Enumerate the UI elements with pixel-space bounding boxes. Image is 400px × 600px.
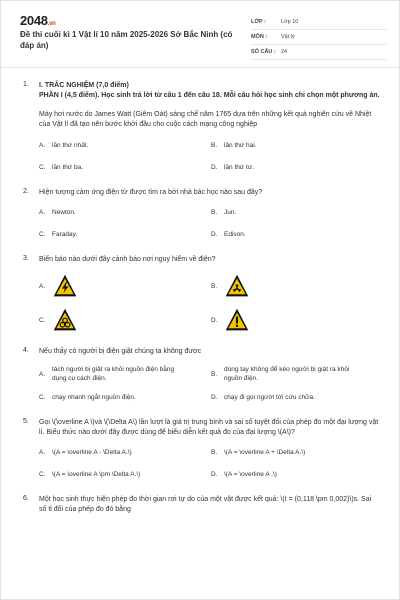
option-letter: A.	[39, 449, 46, 456]
option-letter: D.	[211, 471, 218, 478]
option-a[interactable]	[39, 448, 211, 457]
question-text: Biển báo nào dưới đây cảnh báo nơi nguy hiểm về điện?	[39, 256, 216, 263]
option-letter: A.	[39, 370, 46, 378]
option-a[interactable]	[39, 273, 211, 299]
option-letter: B.	[211, 209, 218, 216]
meta-value: Vật lý	[281, 34, 295, 40]
option-a[interactable]	[39, 365, 211, 383]
meta-row-class	[251, 15, 387, 30]
answer-options	[39, 273, 383, 333]
general-warning-sign-icon	[224, 307, 250, 333]
option-letter: A.	[39, 282, 46, 290]
meta-key: LỚP :	[251, 19, 266, 25]
option-text: \(A = \overline A \pm \Delta A.\)	[52, 471, 141, 478]
option-letter: C.	[39, 471, 46, 478]
option-letter: C.	[39, 394, 46, 401]
option-c[interactable]	[39, 307, 211, 333]
answer-options	[39, 141, 383, 172]
meta-value: 24	[281, 49, 288, 55]
option-d[interactable]	[211, 163, 383, 172]
question-2	[23, 188, 383, 239]
meta-row-subject	[251, 30, 387, 45]
header-divider	[1, 67, 399, 68]
question-1	[23, 81, 383, 172]
question-list	[23, 81, 383, 515]
option-text: tách người bị giật ra khỏi nguồn điện bằng dụng cụ cách điện.	[52, 366, 175, 382]
option-b[interactable]	[211, 273, 383, 299]
question-text: Máy hơi nước do James Watt (Giêm Oát) sáng chế năm 1765 dựa trên những kết quả nghiên cứu về Nhiệt của Vật lí đã tạo nên bước khởi đầu cho cuộc cách mạng công nghiệp	[39, 111, 372, 128]
radiation-sign-icon	[224, 273, 250, 299]
option-text: dùng tay không để kéo người bị giật ra khỏi nguồn điện.	[224, 366, 350, 382]
option-letter: A.	[39, 142, 46, 149]
question-3	[23, 255, 383, 333]
option-b[interactable]	[211, 365, 383, 383]
question-number: 3.	[23, 255, 29, 262]
question-number: 2.	[23, 188, 29, 195]
option-a[interactable]	[39, 208, 211, 217]
option-b[interactable]	[211, 448, 383, 457]
meta-value: Lớp 10	[281, 19, 299, 25]
option-c[interactable]	[39, 230, 211, 239]
exam-meta-table	[251, 15, 387, 60]
option-letter: B.	[211, 449, 218, 456]
option-text: lần thứ hai.	[224, 142, 257, 149]
exam-title: Đề thi cuối kì 1 Vật lí 10 năm 2025-2026 Sở Bắc Ninh (có đáp án)	[20, 30, 233, 50]
option-text: lần thứ nhất.	[52, 142, 89, 149]
option-text: Edison.	[224, 231, 246, 238]
question-5	[23, 418, 383, 479]
section-heading: I. TRẮC NGHIỆM (7,0 điểm)	[39, 82, 129, 89]
question-number: 6.	[23, 495, 29, 502]
option-letter: D.	[211, 231, 218, 238]
option-c[interactable]	[39, 393, 211, 402]
option-letter: D.	[211, 164, 218, 171]
meta-key: MÔN :	[251, 34, 268, 40]
biohazard-sign-icon	[52, 307, 78, 333]
option-text: Jun.	[224, 209, 237, 216]
option-text: chạy nhanh ngắt nguồn điện.	[52, 394, 136, 401]
option-c[interactable]	[39, 163, 211, 172]
answer-options	[39, 208, 383, 239]
answer-options	[39, 365, 383, 402]
question-4	[23, 347, 383, 402]
meta-row-count	[251, 45, 387, 60]
meta-key: SỐ CÂU :	[251, 49, 276, 55]
option-letter: C.	[39, 231, 46, 238]
option-d[interactable]	[211, 470, 383, 479]
option-text: \(A = \overline A + \Delta A.\)	[224, 449, 306, 456]
option-a[interactable]	[39, 141, 211, 150]
page-header	[1, 1, 400, 63]
option-letter: A.	[39, 209, 46, 216]
option-b[interactable]	[211, 208, 383, 217]
high-voltage-sign-icon	[52, 273, 78, 299]
option-c[interactable]	[39, 470, 211, 479]
option-letter: D.	[211, 316, 218, 324]
question-number: 5.	[23, 418, 29, 425]
option-d[interactable]	[211, 230, 383, 239]
question-6	[23, 495, 383, 515]
option-d[interactable]	[211, 393, 383, 402]
question-text: Một học sinh thực hiện phép đo thời gian rơi tự do của một vật được kết quả: \(t = (0,118 \pm 0,002)\)s. Sai số tỉ đối của phép đo đó bằng	[39, 496, 372, 513]
option-text: lần thứ tư.	[224, 164, 255, 171]
question-number: 1.	[23, 81, 29, 88]
part-instructions: PHẦN I (4,5 điểm). Học sinh trả lời từ câu 1 đến câu 18. Mỗi câu hỏi học sinh chỉ chọn một phương án.	[39, 92, 380, 99]
option-text: lần thứ ba.	[52, 164, 84, 171]
option-text: \(A = \overline A .\)	[224, 471, 277, 478]
option-letter: B.	[211, 142, 218, 149]
option-letter: D.	[211, 394, 218, 401]
question-text: Hiện tượng cảm ứng điện từ được tìm ra bởi nhà bác học nào sau đây?	[39, 189, 263, 196]
option-letter: C.	[39, 164, 46, 171]
answer-options	[39, 448, 383, 479]
question-text: Gọi \(\overline A \)và \(\Delta A\) lần lượt là giá trị trung bình và sai số tuyệt đối của phép đo một đại lượng vật lí. Biểu thức nào dưới đây được dùng để biểu diễn kết quả đo của đại lượng \(A\)?	[39, 419, 379, 436]
option-letter: B.	[211, 370, 218, 378]
question-text: Nếu thấy có người bị điện giật chúng ta không được	[39, 348, 202, 355]
option-text: Faraday.	[52, 231, 78, 238]
option-text: Newton.	[52, 209, 76, 216]
option-letter: B.	[211, 282, 218, 290]
site-logo[interactable]: 2048.vn	[20, 13, 56, 28]
option-letter: C.	[39, 316, 46, 324]
option-text: chạy đi gọi người tới cứu chữa.	[224, 394, 315, 401]
option-text: \(A = \overline A - \Delta A.\)	[52, 449, 132, 456]
question-number: 4.	[23, 347, 29, 354]
option-d[interactable]	[211, 307, 383, 333]
option-b[interactable]	[211, 141, 383, 150]
